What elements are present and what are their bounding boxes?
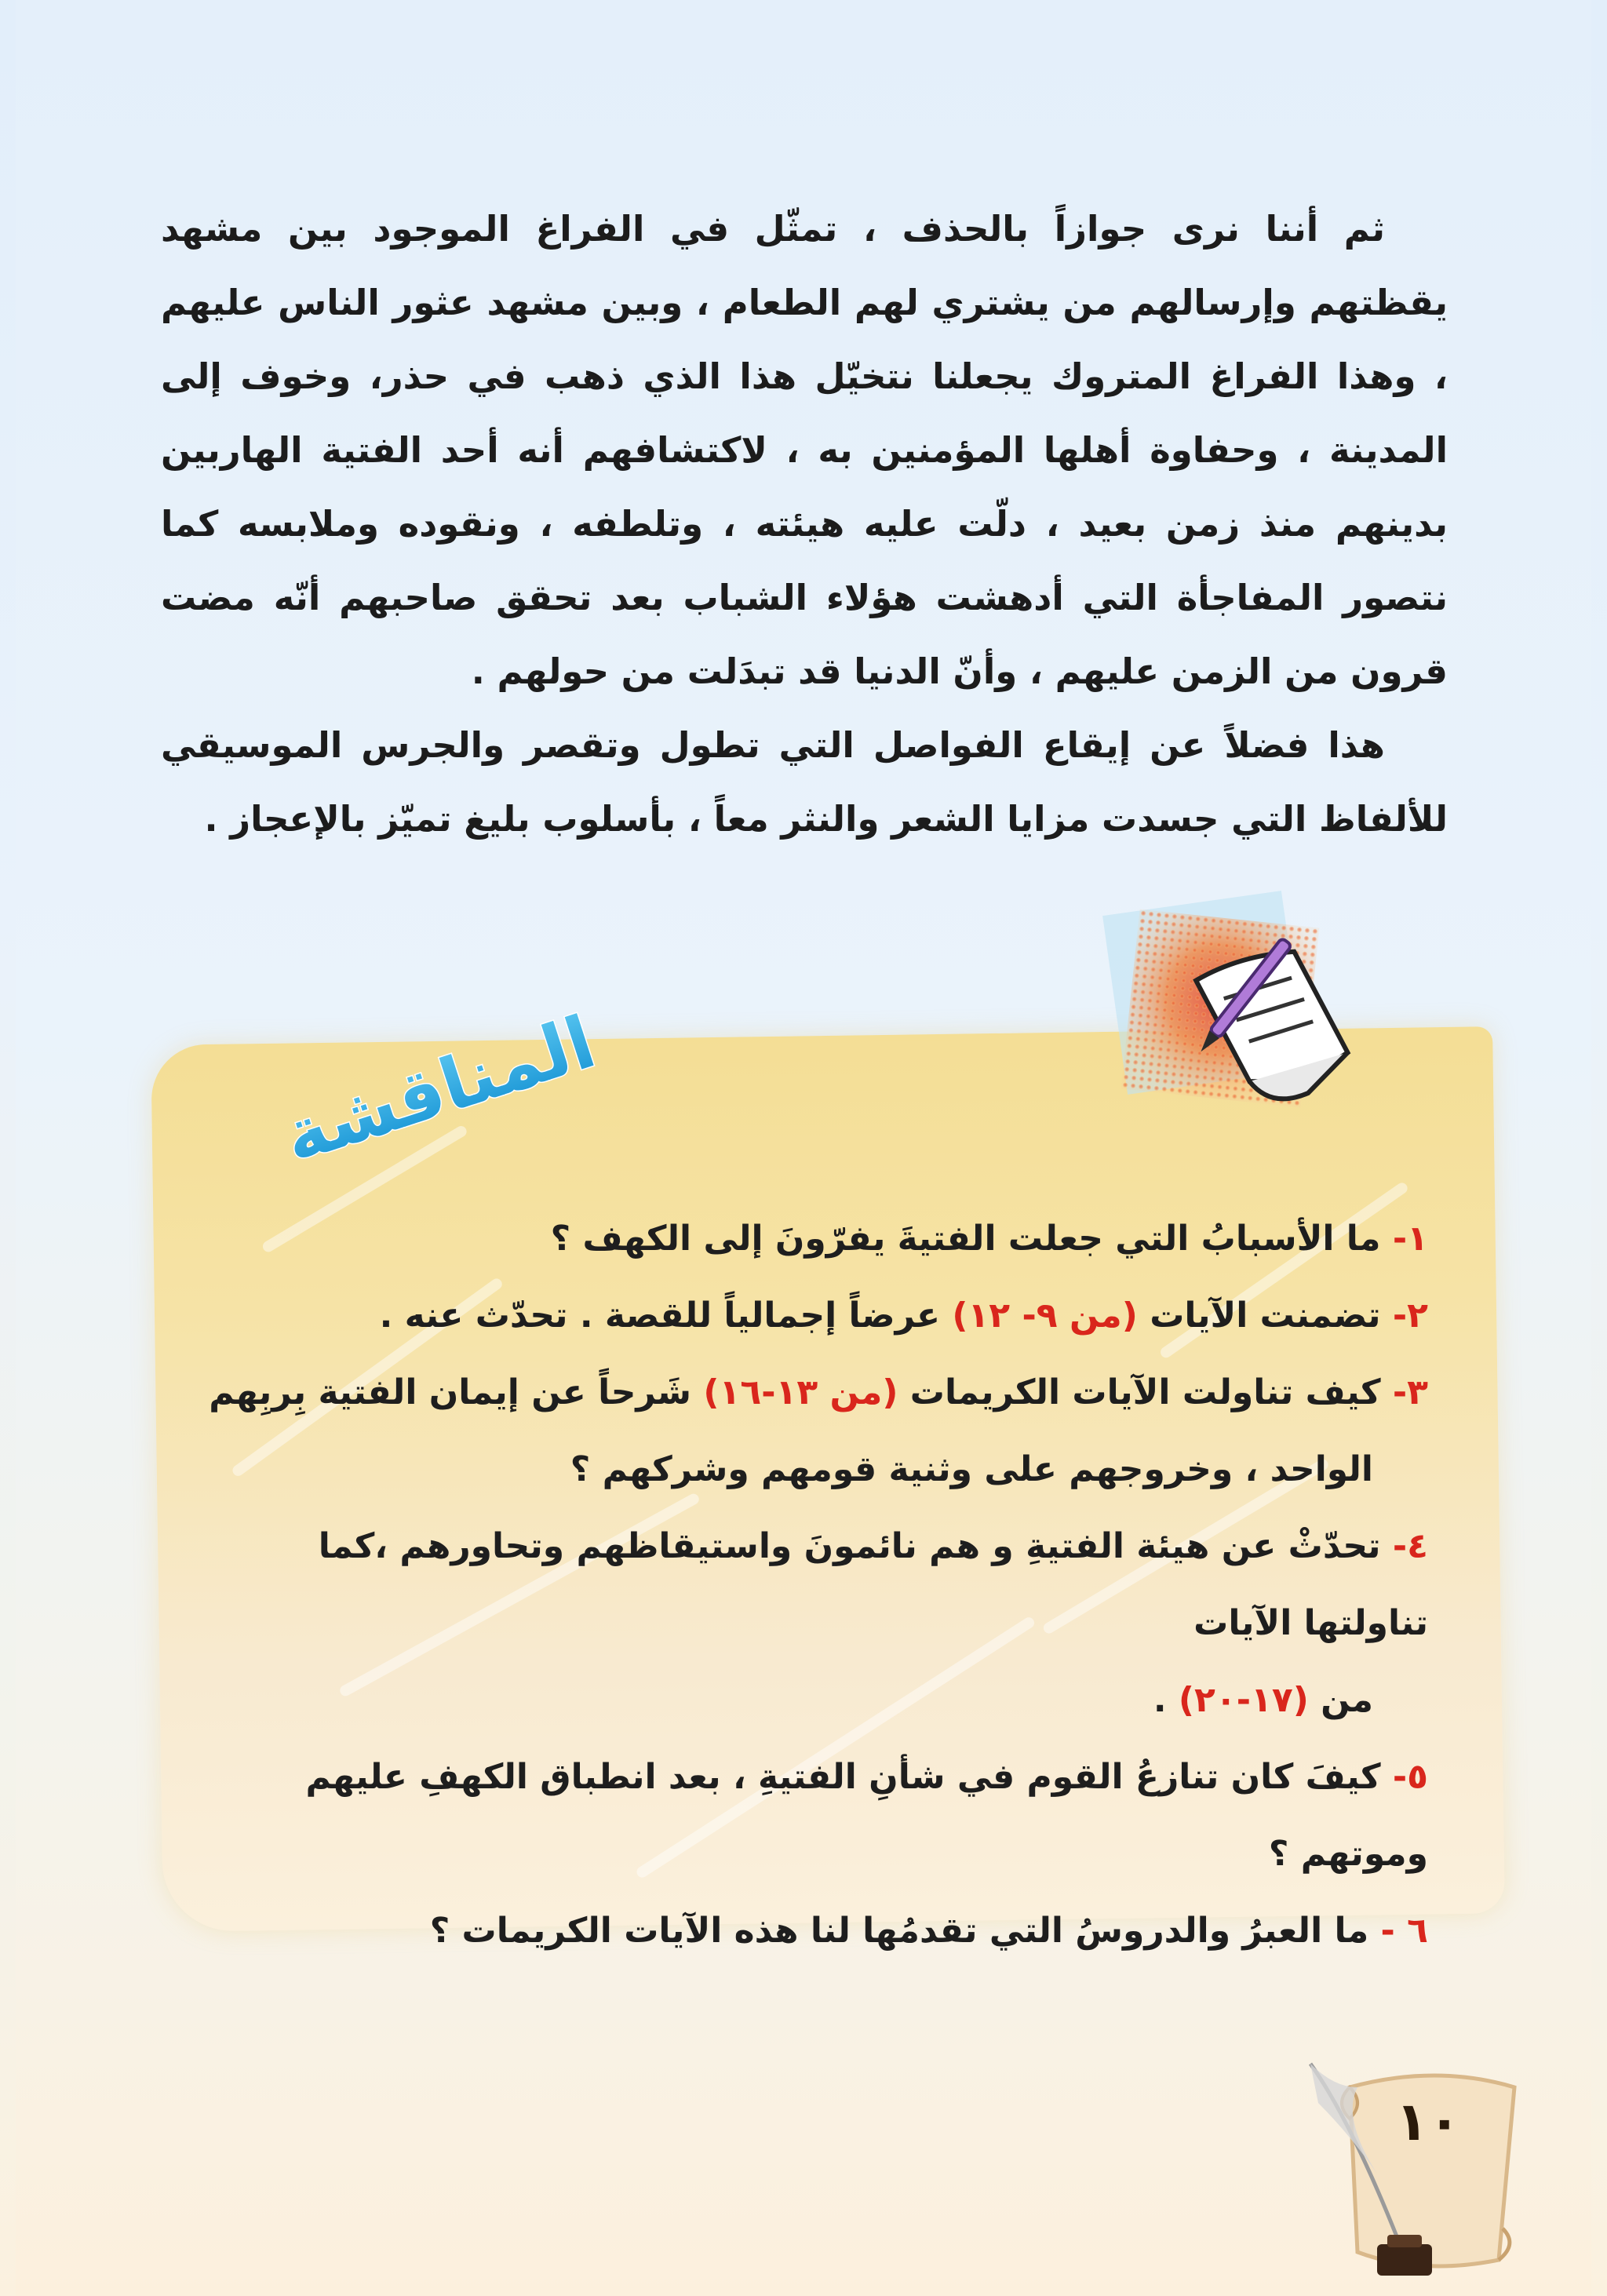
intro-text xyxy=(161,192,1448,856)
question-number: ١- xyxy=(1392,1219,1428,1259)
question-text: ما الأسبابُ التي جعلت الفتيةَ يفرّونَ إلى الكهف ؟ xyxy=(550,1219,1393,1259)
verse-reference: (من ٩- ١٢) xyxy=(952,1296,1138,1336)
verse-reference: (١٧-٢٠) xyxy=(1178,1680,1309,1720)
question-item xyxy=(204,1201,1428,1277)
question-text: كيفَ كان تنازعُ القوم في شأنِ الفتيةِ ، بعد انطباق الكهفِ عليهم وموتهم ؟ xyxy=(305,1757,1428,1874)
paper-and-pen-icon xyxy=(1099,895,1381,1122)
question-item xyxy=(204,1893,1428,1970)
question-item xyxy=(204,1508,1428,1739)
question-text: عرضاً إجمالياً للقصة . تحدّث عنه . xyxy=(379,1296,953,1336)
discussion-questions xyxy=(204,1201,1428,1970)
question-continuation: الواحد ، وخروجهم على وثنية قومهم وشركهم ؟ xyxy=(570,1449,1373,1489)
question-item xyxy=(204,1739,1428,1893)
question-number: ٣- xyxy=(1392,1372,1428,1412)
page-number: ١٠ xyxy=(1395,2091,1461,2153)
question-number: ٦ - xyxy=(1380,1911,1428,1951)
question-text: من xyxy=(1308,1680,1373,1720)
section-heading xyxy=(273,1000,605,1179)
verse-reference: (من ١٣-١٦) xyxy=(703,1372,898,1412)
question-text: شَرحاً عن إيمان الفتية بِربِهم xyxy=(209,1372,704,1412)
intro-paragraph-1: ثم أننا نرى جوازاً بالحذف ، تمثّل في الفراغ الموجود بين مشهد يقظتهم وإرسالهم من يشتري لهم الطعام ، وبين مشهد عثور الناس عليهم ، وهذا الفراغ المتروك يجعلنا نتخيّل هذا الذي ذهب في حذر، وخوف إلى المدينة ، وحفاوة أهلها المؤمنين به ، لاكتشافهم أنه أحد الفتية الهاربين بدينهم منذ زمن بعيد ، دلّت عليه هيئته ، وتلطفه ، ونقوده وملابسه كما نتصور المفاجأة التي أدهشت هؤلاء الشباب بعد تحقق صاحبهم أنّه مضت قرون من الزمن عليهم ، وأنّ الدنيا قد تبدَلت من حولهم . xyxy=(161,208,1448,692)
question-item xyxy=(204,1354,1428,1508)
question-number: ٢- xyxy=(1392,1296,1428,1336)
question-text: تضمنت الآيات xyxy=(1137,1296,1393,1336)
question-item xyxy=(204,1277,1428,1354)
question-number: ٤- xyxy=(1392,1526,1428,1566)
question-text: كيف تناولت الآيات الكريمات xyxy=(898,1372,1393,1412)
question-continuation xyxy=(204,1662,1428,1739)
question-text: . xyxy=(1153,1680,1179,1720)
question-text: ما العبرُ والدروسُ التي تقدمُها لنا هذه الآيات الكريمات ؟ xyxy=(429,1911,1381,1951)
section-heading-text: المناقشة xyxy=(273,1000,605,1179)
intro-paragraph-2: هذا فضلاً عن إيقاع الفواصل التي تطول وتقصر والجرس الموسيقي للألفاظ التي جسدت مزايا الشعر والنثر معاً ، بأسلوب بليغ تميّز بالإعجاز . xyxy=(161,724,1448,840)
question-number: ٥- xyxy=(1392,1757,1428,1797)
question-text: تحدّثْ عن هيئة الفتيةِ و هم نائمونَ واستيقاظهم وتحاورهم ،كما تناولتها الآيات xyxy=(318,1526,1428,1643)
